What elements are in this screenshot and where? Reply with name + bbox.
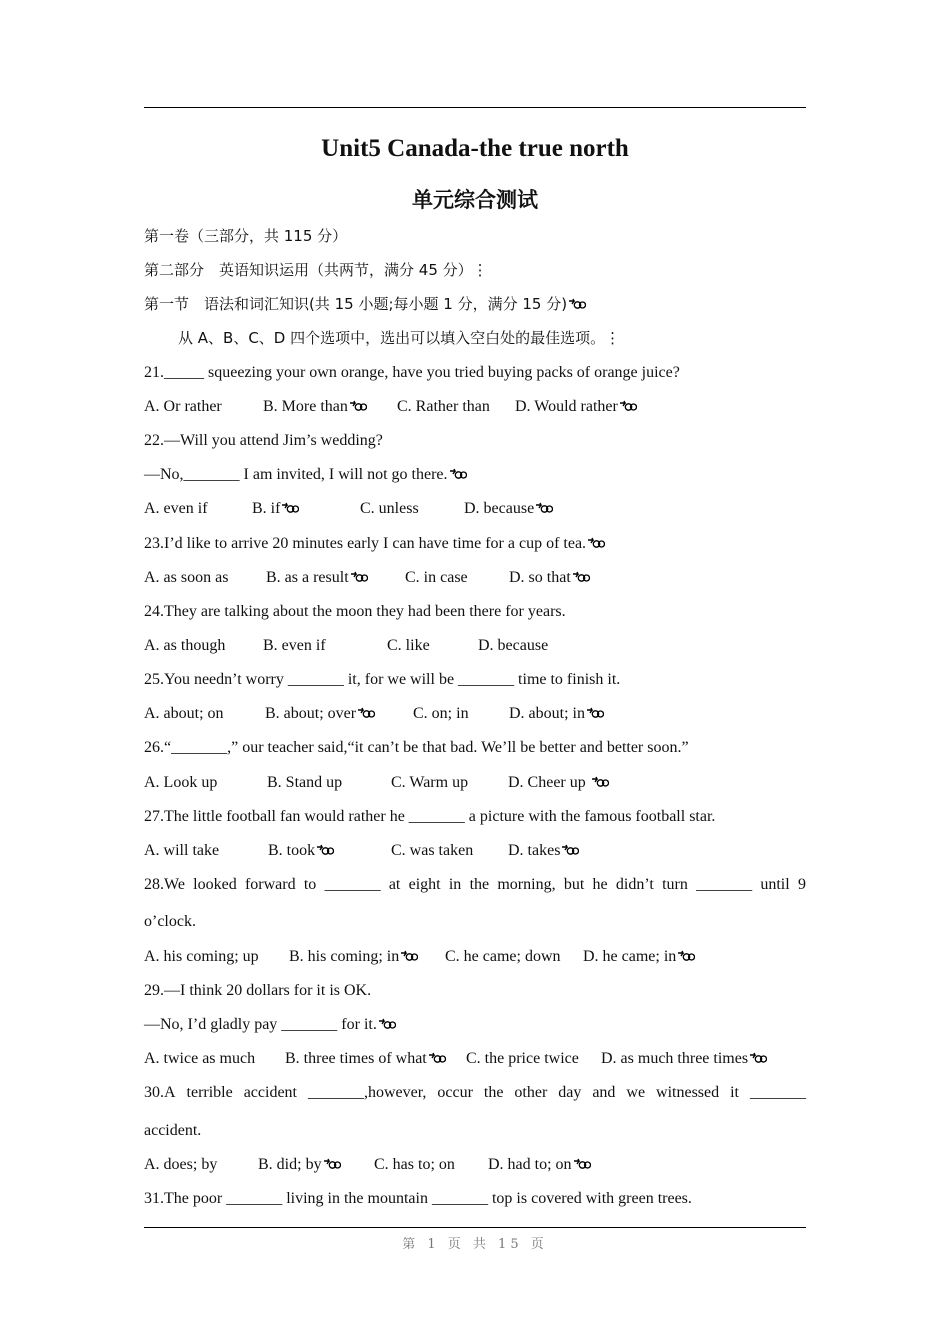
q26-option-a: A. Look up <box>144 774 218 791</box>
q23-option-a: A. as soon as <box>144 569 229 586</box>
q24-option-d: D. because <box>478 637 549 654</box>
q29-option-b: B. three times of what <box>285 1048 446 1070</box>
q30-option-d: D. had to; on <box>488 1154 591 1176</box>
intro-line-3: 第一节 语法和词汇知识(共 15 小题;每小题 1 分，满分 15 分) <box>144 293 586 315</box>
q30-stem: 30.A terrible accident _______,however, occur the other day and we witnessed it _______ <box>144 1084 806 1101</box>
return-mark-icon <box>428 1052 446 1064</box>
q30-option-b: B. did; by <box>258 1154 341 1176</box>
intro-line-2: 第二部分 英语知识运用（共两节，满分 45 分）⋮ <box>144 261 488 279</box>
page-title: Unit5 Canada-the true north <box>321 135 629 162</box>
q22-option-a: A. even if <box>144 500 208 517</box>
q28-option-b: B. his coming; in <box>289 946 418 968</box>
q27-option-b: B. took <box>268 840 334 862</box>
q26-stem: 26.“_______,” our teacher said,“it can’t be that bad. We’ll be better and better soon.” <box>144 739 689 756</box>
q28-option-c: C. he came; down <box>445 948 561 965</box>
return-mark-icon <box>573 1158 591 1170</box>
q29-option-a: A. twice as much <box>144 1050 256 1067</box>
return-mark-icon <box>587 537 605 549</box>
q25-stem: 25.You needn’t worry _______ it, for we will be _______ time to finish it. <box>144 671 621 688</box>
q23-option-c: C. in case <box>405 569 468 586</box>
q26-option-b: B. Stand up <box>267 774 343 791</box>
q31-stem: 31.The poor _______ living in the mountain _______ top is covered with green trees. <box>144 1190 692 1207</box>
q22-option-c: C. unless <box>360 500 419 517</box>
return-mark-icon <box>619 400 637 412</box>
q29-stem: 29.—I think 20 dollars for it is OK. <box>144 982 372 999</box>
return-mark-icon <box>281 502 299 514</box>
q23-option-d: D. so that <box>509 567 590 589</box>
return-mark-icon <box>316 844 334 856</box>
intro-line-4: 从 A、B、C、D 四个选项中，选出可以填入空白处的最佳选项。⋮ <box>178 329 621 347</box>
return-mark-icon <box>349 400 367 412</box>
q23-option-b: B. as a result <box>266 567 368 589</box>
q21-option-d: D. Would rather <box>515 396 637 418</box>
q27-option-d: D. takes <box>508 840 579 862</box>
return-mark-icon <box>561 844 579 856</box>
return-mark-icon <box>568 298 586 310</box>
return-mark-icon <box>323 1158 341 1170</box>
q26-option-d: D. Cheer up <box>508 772 609 794</box>
q22-option-d: D. because <box>464 498 553 520</box>
page-subtitle: 单元综合测试 <box>412 188 538 212</box>
q25-option-a: A. about; on <box>144 705 224 722</box>
q24-option-b: B. even if <box>263 637 326 654</box>
intro-line-1: 第一卷（三部分，共 115 分） <box>144 227 348 245</box>
q22-option-b: B. if <box>252 498 299 520</box>
return-mark-icon <box>591 776 609 788</box>
return-mark-icon <box>586 707 604 719</box>
return-mark-icon <box>449 468 467 480</box>
return-mark-icon <box>677 950 695 962</box>
return-mark-icon <box>400 950 418 962</box>
q24-option-c: C. like <box>387 637 430 654</box>
q22-stem: 22.—Will you attend Jim’s wedding? <box>144 432 383 449</box>
q25-option-b: B. about; over <box>265 703 375 725</box>
q29-option-c: C. the price twice <box>466 1050 579 1067</box>
return-mark-icon <box>749 1052 767 1064</box>
q21-option-b: B. More than <box>263 396 367 418</box>
q28-stem: 28.We looked forward to _______ at eight in the morning, but he didn’t turn _______ until 9 <box>144 876 806 893</box>
q25-option-d: D. about; in <box>509 703 604 725</box>
q27-option-a: A. will take <box>144 842 220 859</box>
q28-option-d: D. he came; in <box>583 946 695 968</box>
q28-stem-2: o’clock. <box>144 913 196 930</box>
q29-option-d: D. as much three times <box>601 1048 767 1070</box>
q26-option-c: C. Warm up <box>391 774 469 791</box>
q23-stem: 23.I’d like to arrive 20 minutes early I can have time for a cup of tea. <box>144 533 605 555</box>
header-rule <box>144 107 806 108</box>
q27-option-c: C. was taken <box>391 842 474 859</box>
return-mark-icon <box>350 571 368 583</box>
q21-option-a: A. Or rather <box>144 398 222 415</box>
return-mark-icon <box>535 502 553 514</box>
q24-option-a: A. as though <box>144 637 226 654</box>
footer-rule <box>144 1227 806 1228</box>
q30-stem-2: accident. <box>144 1122 202 1139</box>
return-mark-icon <box>357 707 375 719</box>
q28-option-a: A. his coming; up <box>144 948 259 965</box>
q25-option-c: C. on; in <box>413 705 469 722</box>
q21-option-c: C. Rather than <box>397 398 490 415</box>
q30-option-a: A. does; by <box>144 1156 218 1173</box>
q22-stem-2: —No,_______ I am invited, I will not go there. <box>144 464 467 486</box>
q21-stem: 21._____ squeezing your own orange, have you tried buying packs of orange juice? <box>144 364 680 381</box>
q27-stem: 27.The little football fan would rather he _______ a picture with the famous football star. <box>144 808 716 825</box>
return-mark-icon <box>572 571 590 583</box>
q24-stem: 24.They are talking about the moon they had been there for years. <box>144 603 566 620</box>
return-mark-icon <box>378 1018 396 1030</box>
page-number: 第 1 页 共 15 页 <box>402 1237 548 1252</box>
q29-stem-2: —No, I’d gladly pay _______ for it. <box>144 1014 396 1036</box>
q30-option-c: C. has to; on <box>374 1156 455 1173</box>
